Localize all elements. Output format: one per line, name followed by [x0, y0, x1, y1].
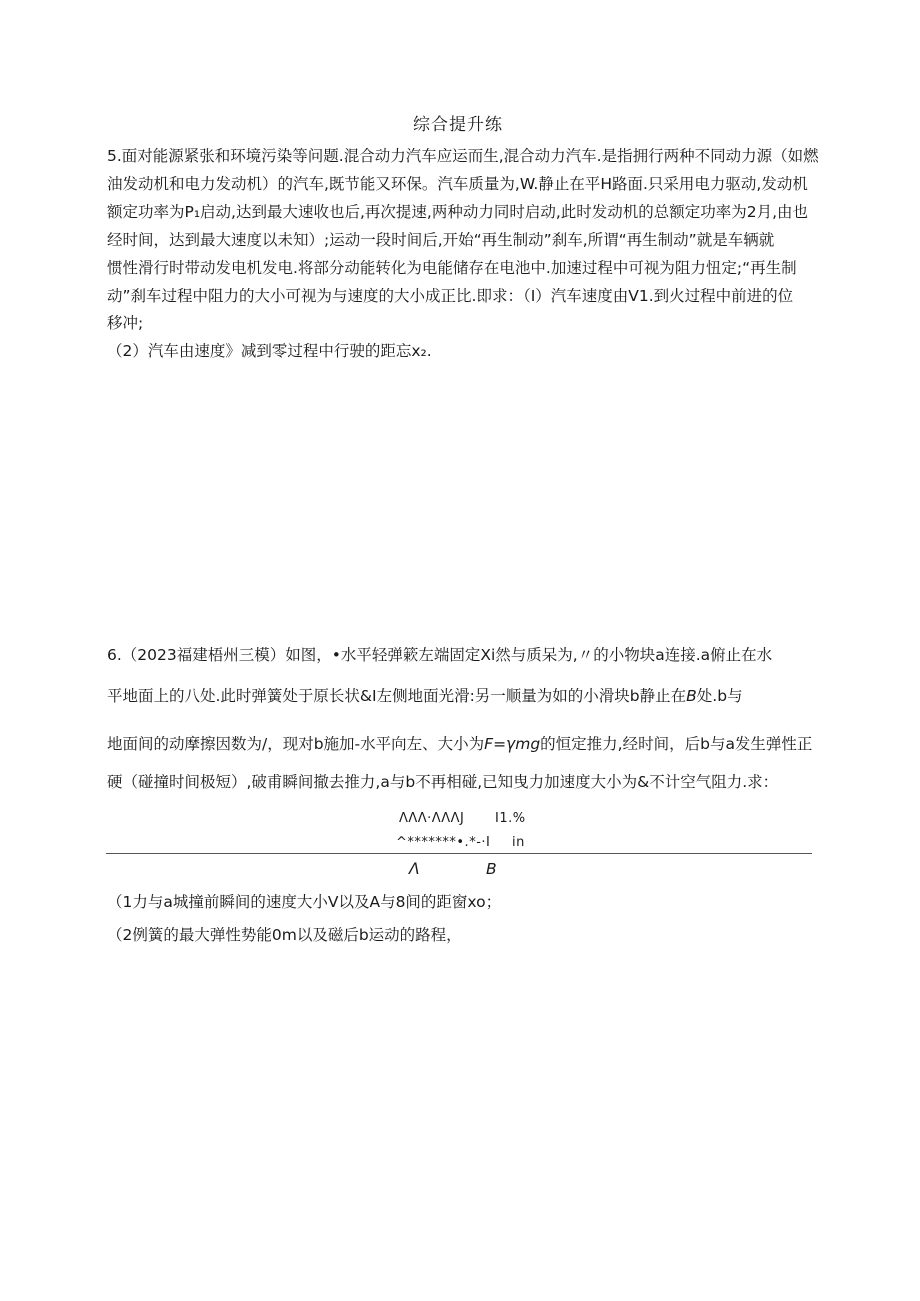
q5-line-7: 移冲;: [107, 314, 144, 332]
q5-line-6: 动”刹车过程中阻力的大小可视为与速度的大小成正比.即求：（I）汽车速度由V1.到火过程中前进的位: [107, 287, 794, 305]
q5-line-1: 5.面对能源紧张和环境污染等问题.混合动力汽车应运而生,混合动力汽车.是指拥行两种不同动力源（如燃: [107, 147, 819, 165]
q5-line-2: 油发动机和电力发动机）的汽车,既节能又环保。汽车质量为,W.静止在平H路面.只采用电力驱动,发动机: [107, 175, 808, 193]
q6-point-b: B: [686, 687, 697, 705]
ground-line: [106, 853, 812, 854]
q5-line-5: 惯性滑行时带动发电机发电.将部分动能转化为电能储存在电池中.加速过程中可视为阻力忸定;“再生制: [107, 259, 797, 277]
section-title: 综合提升练: [413, 115, 503, 135]
q5-line-3: 额定功率为P₁启动,达到最大速收也后,再次提速,两种动力同时启动,此时发动机的总额定功率为2月,由也: [107, 203, 809, 221]
q6-line-4: 硬（碰撞时间极短）,破甫瞬间撤去推力,a与b不再相碰,已知曳力加速度大小为&不计空气阻力.求：: [107, 773, 779, 791]
q6-subquestion-1: （1力与a城撞前瞬间的速度大小V以及A与8间的距窗xo；: [107, 893, 502, 911]
q6-line-2: [107, 686, 743, 706]
figure-spring: ΛΛΛ·ΛΛΛJ: [399, 811, 465, 826]
q6-line-3: [107, 734, 812, 754]
q6-line-2-text-c: 处.b与: [696, 687, 743, 705]
figure-block-b: in: [512, 835, 525, 850]
figure-ground-marks: ^*******•.*-·I: [396, 835, 491, 850]
q6-force-formula: F=γmg: [484, 735, 541, 753]
q6-line-2-text-a: 平地面上的八处.此时弹簧处于原长状&I左侧地面光滑:另一顺量为如的小滑块b静止在: [107, 687, 687, 705]
figure-label-b: B: [486, 860, 497, 878]
figure-block-label: I1.%: [495, 811, 526, 826]
q6-line-3-text-a: 地面间的动摩擦因数为/，现对b施加-水平向左、大小为: [107, 735, 485, 753]
q5-line-4: 经时间，达到最大速度以未知）;运动一段时间后,开始“再生制动”刹车,所谓“再生制动”就是车辆就: [107, 231, 775, 249]
q5-subquestion-2: （2）汽车由速度》减到零过程中行驶的距忘x₂.: [107, 342, 432, 360]
figure-label-a: Λ: [409, 860, 420, 878]
q6-line-1: 6.（2023福建梧州三模）如图，•水平轻弹簌左端固定Xi然与质呆为,〃的小物块a连接.a俯止在水: [107, 646, 773, 664]
q6-subquestion-2: （2例簧的最大弹性势能0m以及磁后b运动的路程，: [107, 926, 462, 944]
q6-line-3-text-c: 的恒定推力,经时间，后b与a发生弹性正: [540, 735, 813, 753]
